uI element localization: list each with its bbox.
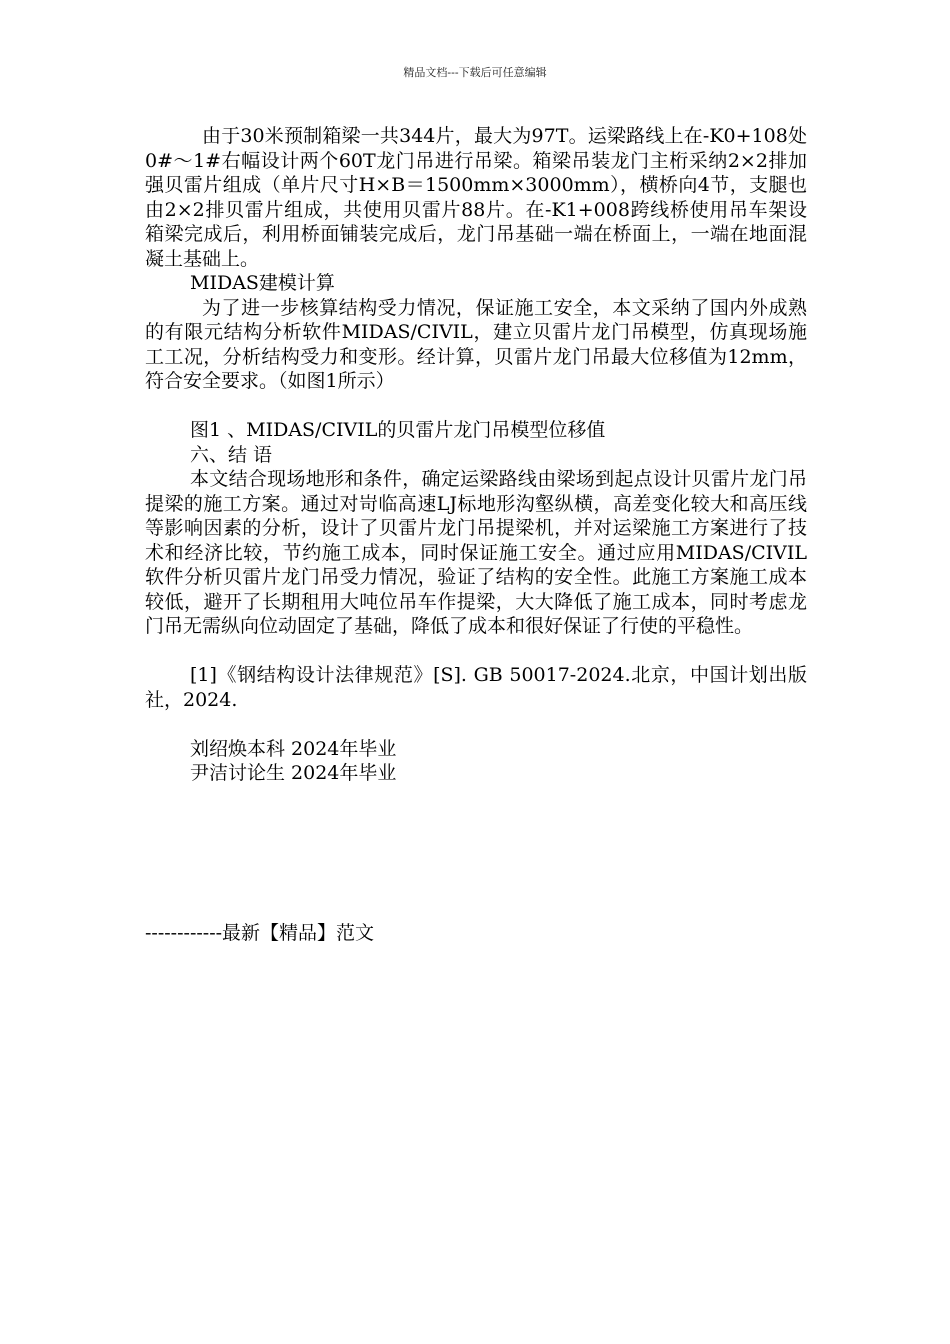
author-line: 尹洁讨论生 2024年毕业: [190, 762, 397, 784]
footer-banner: ------------最新【精品】范文: [145, 922, 375, 944]
reference-entry: [1]《钢结构设计法律规范》[S]. GB 50017-2024.北京，中国计划出版社，2024.: [145, 664, 807, 711]
spacer: [145, 712, 807, 737]
page-header: 精品文档---下载后可任意编辑: [403, 66, 547, 79]
figure-placeholder: [145, 394, 807, 419]
spacer: [145, 639, 807, 664]
paragraph-conclusion: 本文结合现场地形和条件，确定运梁路线由梁场到起点设计贝雷片龙门吊提梁的施工方案。通过对岢临高速LJ标地形沟壑纵横，高差变化较大和高压线等影响因素的分析，设计了贝雷片龙门吊提梁机，并对运梁施工方案进行了技术和经济比较，节约施工成本，同时保证施工安全。通过应用MIDAS/CIVIL软件分析贝雷片龙门吊受力情况，验证了结构的安全性。此施工方案施工成本较低，避开了长期租用大吨位吊车作提梁，大大降低了施工成本，同时考虑龙门吊无需纵向位动固定了基础，降低了成本和很好保证了行使的平稳性。: [145, 468, 807, 637]
heading-conclusion: 六、结 语: [190, 443, 273, 466]
document-body: [145, 124, 807, 786]
author-line: 刘绍焕本科 2024年毕业: [190, 737, 397, 760]
heading-midas-modeling: MIDAS建模计算: [190, 272, 335, 294]
figure-caption: 图1 、MIDAS/CIVIL的贝雷片龙门吊模型位移值: [190, 419, 606, 441]
paragraph-beam-lifting: 由于30米预制箱梁一共344片，最大为97T。运梁路线上在-K0+108处0#～1#右幅设计两个60T龙门吊进行吊梁。箱梁吊装龙门主桁采纳2×2排加强贝雷片组成（单片尺寸H×B＝1500mm×3000mm），横桥向4节，支腿也由2×2排贝雷片组成，共使用贝雷片88片。在-K1+008跨线桥使用吊车架设箱梁完成后，利用桥面铺装完成后，龙门吊基础一端在桥面上，一端在地面混凝土基础上。: [145, 125, 807, 270]
paragraph-midas-analysis: 为了进一步核算结构受力情况，保证施工安全，本文采纳了国内外成熟的有限元结构分析软件MIDAS/CIVIL，建立贝雷片龙门吊模型，仿真现场施工工况，分析结构受力和变形。经计算，贝雷片龙门吊最大位移值为12mm，符合安全要求。（如图1所示）: [145, 296, 807, 392]
